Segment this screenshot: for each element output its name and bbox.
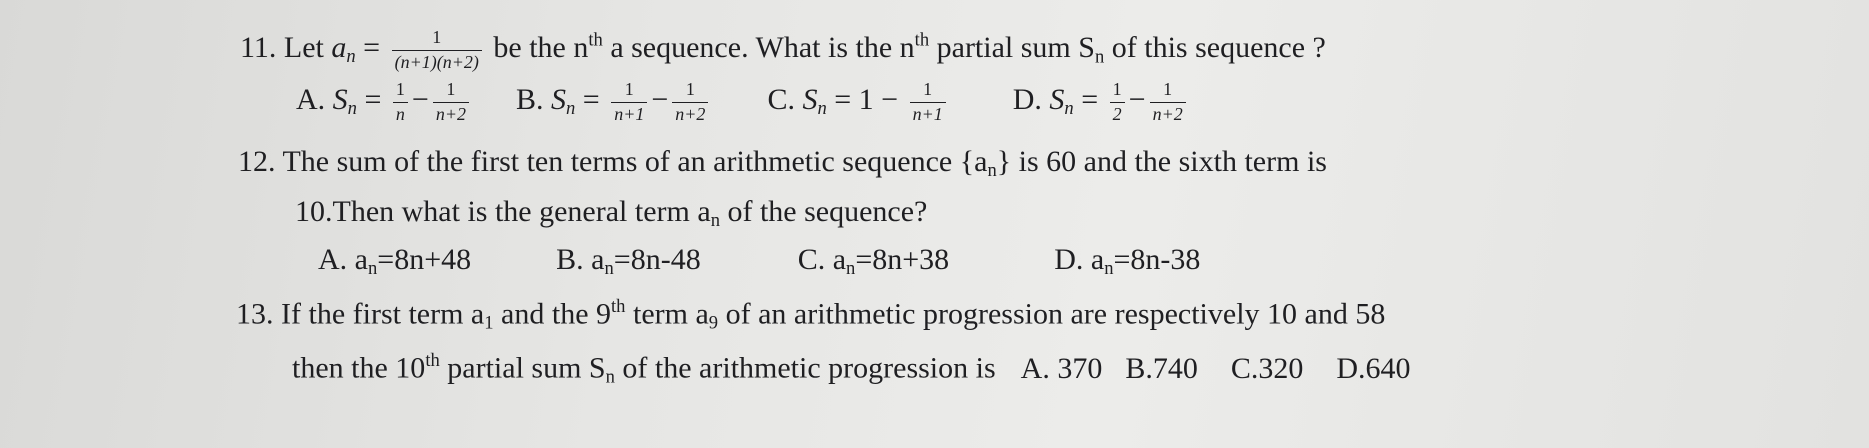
- q11-option-b[interactable]: B. $S_n$ = $\frac{1}{n+1}$ − $\frac{1}{n+2}$: [516, 80, 712, 125]
- q12-option-b[interactable]: B. $a_n=8n-48$: [556, 243, 701, 280]
- q11-options: [296, 80, 1190, 125]
- q13-option-d[interactable]: D.640: [1336, 351, 1411, 385]
- q12-options: [318, 245, 1200, 279]
- q13-stem-line2: then the 10th partial sum $S_n$ of the arithmetic progression is A. 370 B.740 C.320 D.640: [292, 350, 1411, 388]
- q11-option-a[interactable]: A. $S_n$ = $\frac{1}{n}$ − $\frac{1}{n+2}$: [296, 80, 473, 125]
- q11-number: 11.: [240, 31, 277, 65]
- q11-option-d[interactable]: D. $S_n$ = $\frac{1}{2}$ − $\frac{1}{n+2}$: [1013, 80, 1190, 125]
- q13-option-c[interactable]: C.320: [1230, 351, 1304, 385]
- q12-option-d[interactable]: D. $a_n=8n-38$: [1054, 243, 1201, 280]
- q11-stem: 11. Let $a_n$ = $\frac{1}{(n+1)(n+2)}$ be the $n^{th}$ a sequence. What is the $n^{th}$ partial sum $S_n$ of this sequence ?: [240, 27, 1326, 72]
- q13-option-a[interactable]: A. 370: [1020, 351, 1103, 385]
- q13-option-b[interactable]: B.740: [1125, 351, 1198, 385]
- q13-stem-line1: 13. If the first term $a_1$ and the 9th term $a_9$ of an arithmetic progression are respectively 10 and 58: [236, 296, 1386, 334]
- q12-option-c[interactable]: C. $a_n=8n+38$: [797, 243, 950, 280]
- q11-option-c[interactable]: C. $S_n = 1$ − $\frac{1}{n+1}$: [767, 80, 949, 125]
- q12-option-a[interactable]: A. $a_n=8n+48$: [318, 243, 472, 280]
- q12-stem-line1: 12. The sum of the first ten terms of an arithmetic sequence $\{a_n\}$ is 60 and the sixth term is: [238, 145, 1327, 182]
- q11-definition-fraction: $\frac{1}{(n+1)(n+2)}$: [392, 28, 482, 73]
- q12-stem-line2: 10.Then what is the general term $a_n$ of the sequence?: [295, 195, 928, 232]
